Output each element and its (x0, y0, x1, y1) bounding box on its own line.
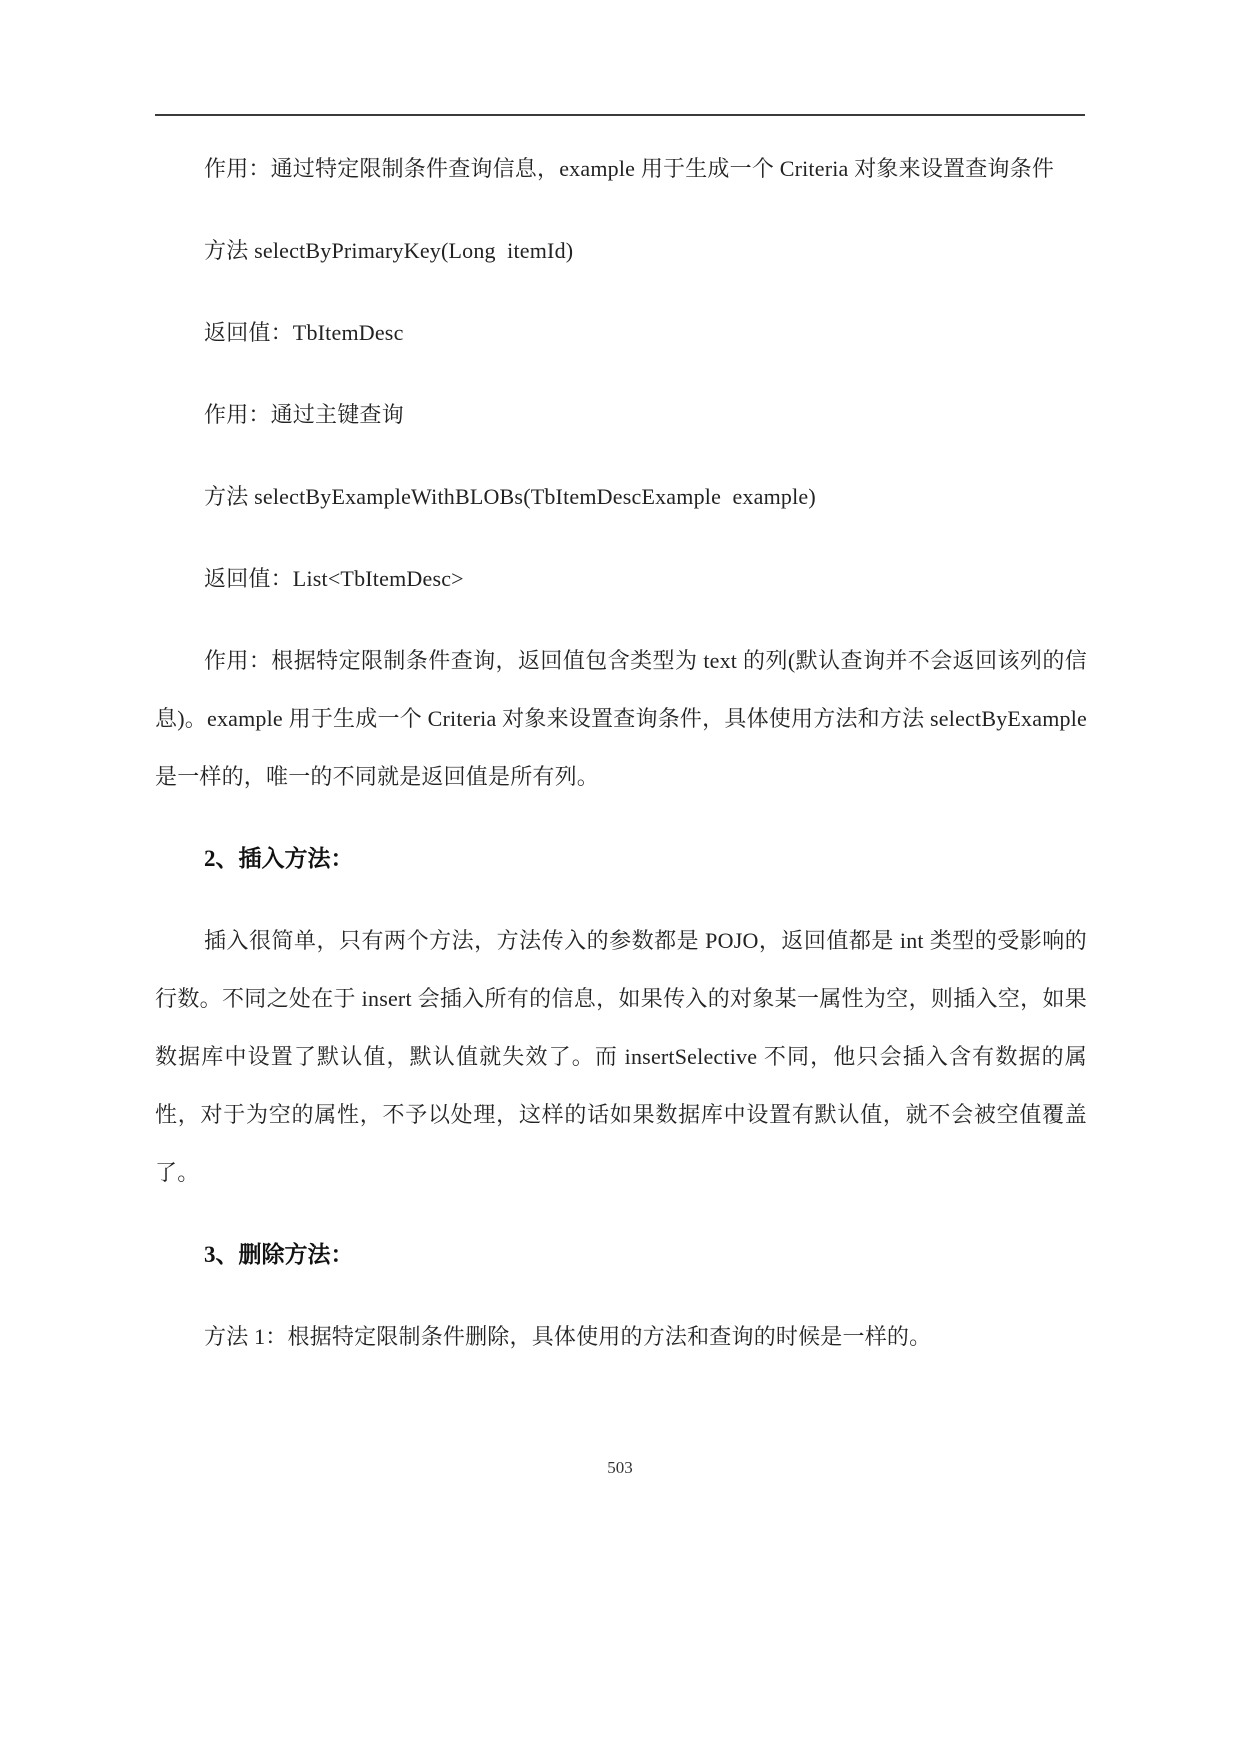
section-heading-delete-methods: 3、删除方法： (204, 1242, 354, 1267)
page-number: 503 (607, 1458, 633, 1477)
paragraph-delete-method-1: 方法 1：根据特定限制条件删除，具体使用的方法和查询的时候是一样的。 (204, 1324, 932, 1349)
paragraph-method-select-with-blobs: 方法 selectByExampleWithBLOBs(TbItemDescExample example) (204, 484, 816, 509)
paragraph-return-value-list: 返回值：List<TbItemDesc> (204, 566, 464, 591)
paragraph-method-select-by-primary-key: 方法 selectByPrimaryKey(Long itemId) (204, 238, 574, 263)
paragraph-primary-key-purpose: 作用：通过主键查询 (204, 402, 404, 427)
paragraph-return-value-tbitemdesc: 返回值：TbItemDesc (204, 320, 404, 345)
document-body (155, 140, 1087, 1390)
paragraph-select-by-example-purpose: 作用：通过特定限制条件查询信息，example 用于生成一个 Criteria 对象来设置查询条件 (204, 156, 1055, 181)
paragraph-blobs-purpose: 作用：根据特定限制条件查询，返回值包含类型为 text 的列(默认查询并不会返回该列的信息)。example 用于生成一个 Criteria 对象来设置查询条件，具体使用方法和方法 selectByExample 是一样的，唯一的不同就是返回值是所有列。 (155, 648, 1087, 789)
paragraph-insert-description: 插入很简单，只有两个方法，方法传入的参数都是 POJO，返回值都是 int 类型的受影响的行数。不同之处在于 insert 会插入所有的信息，如果传入的对象某一属性为空，则插入空，如果数据库中设置了默认值，默认值就失效了。而 insertSelective 不同，他只会插入含有数据的属性，对于为空的属性，不予以处理，这样的话如果数据库中设置有默认值，就不会被空值覆盖了。 (155, 928, 1087, 1185)
section-heading-insert-methods: 2、插入方法： (204, 846, 354, 871)
header-divider-line (155, 114, 1085, 116)
